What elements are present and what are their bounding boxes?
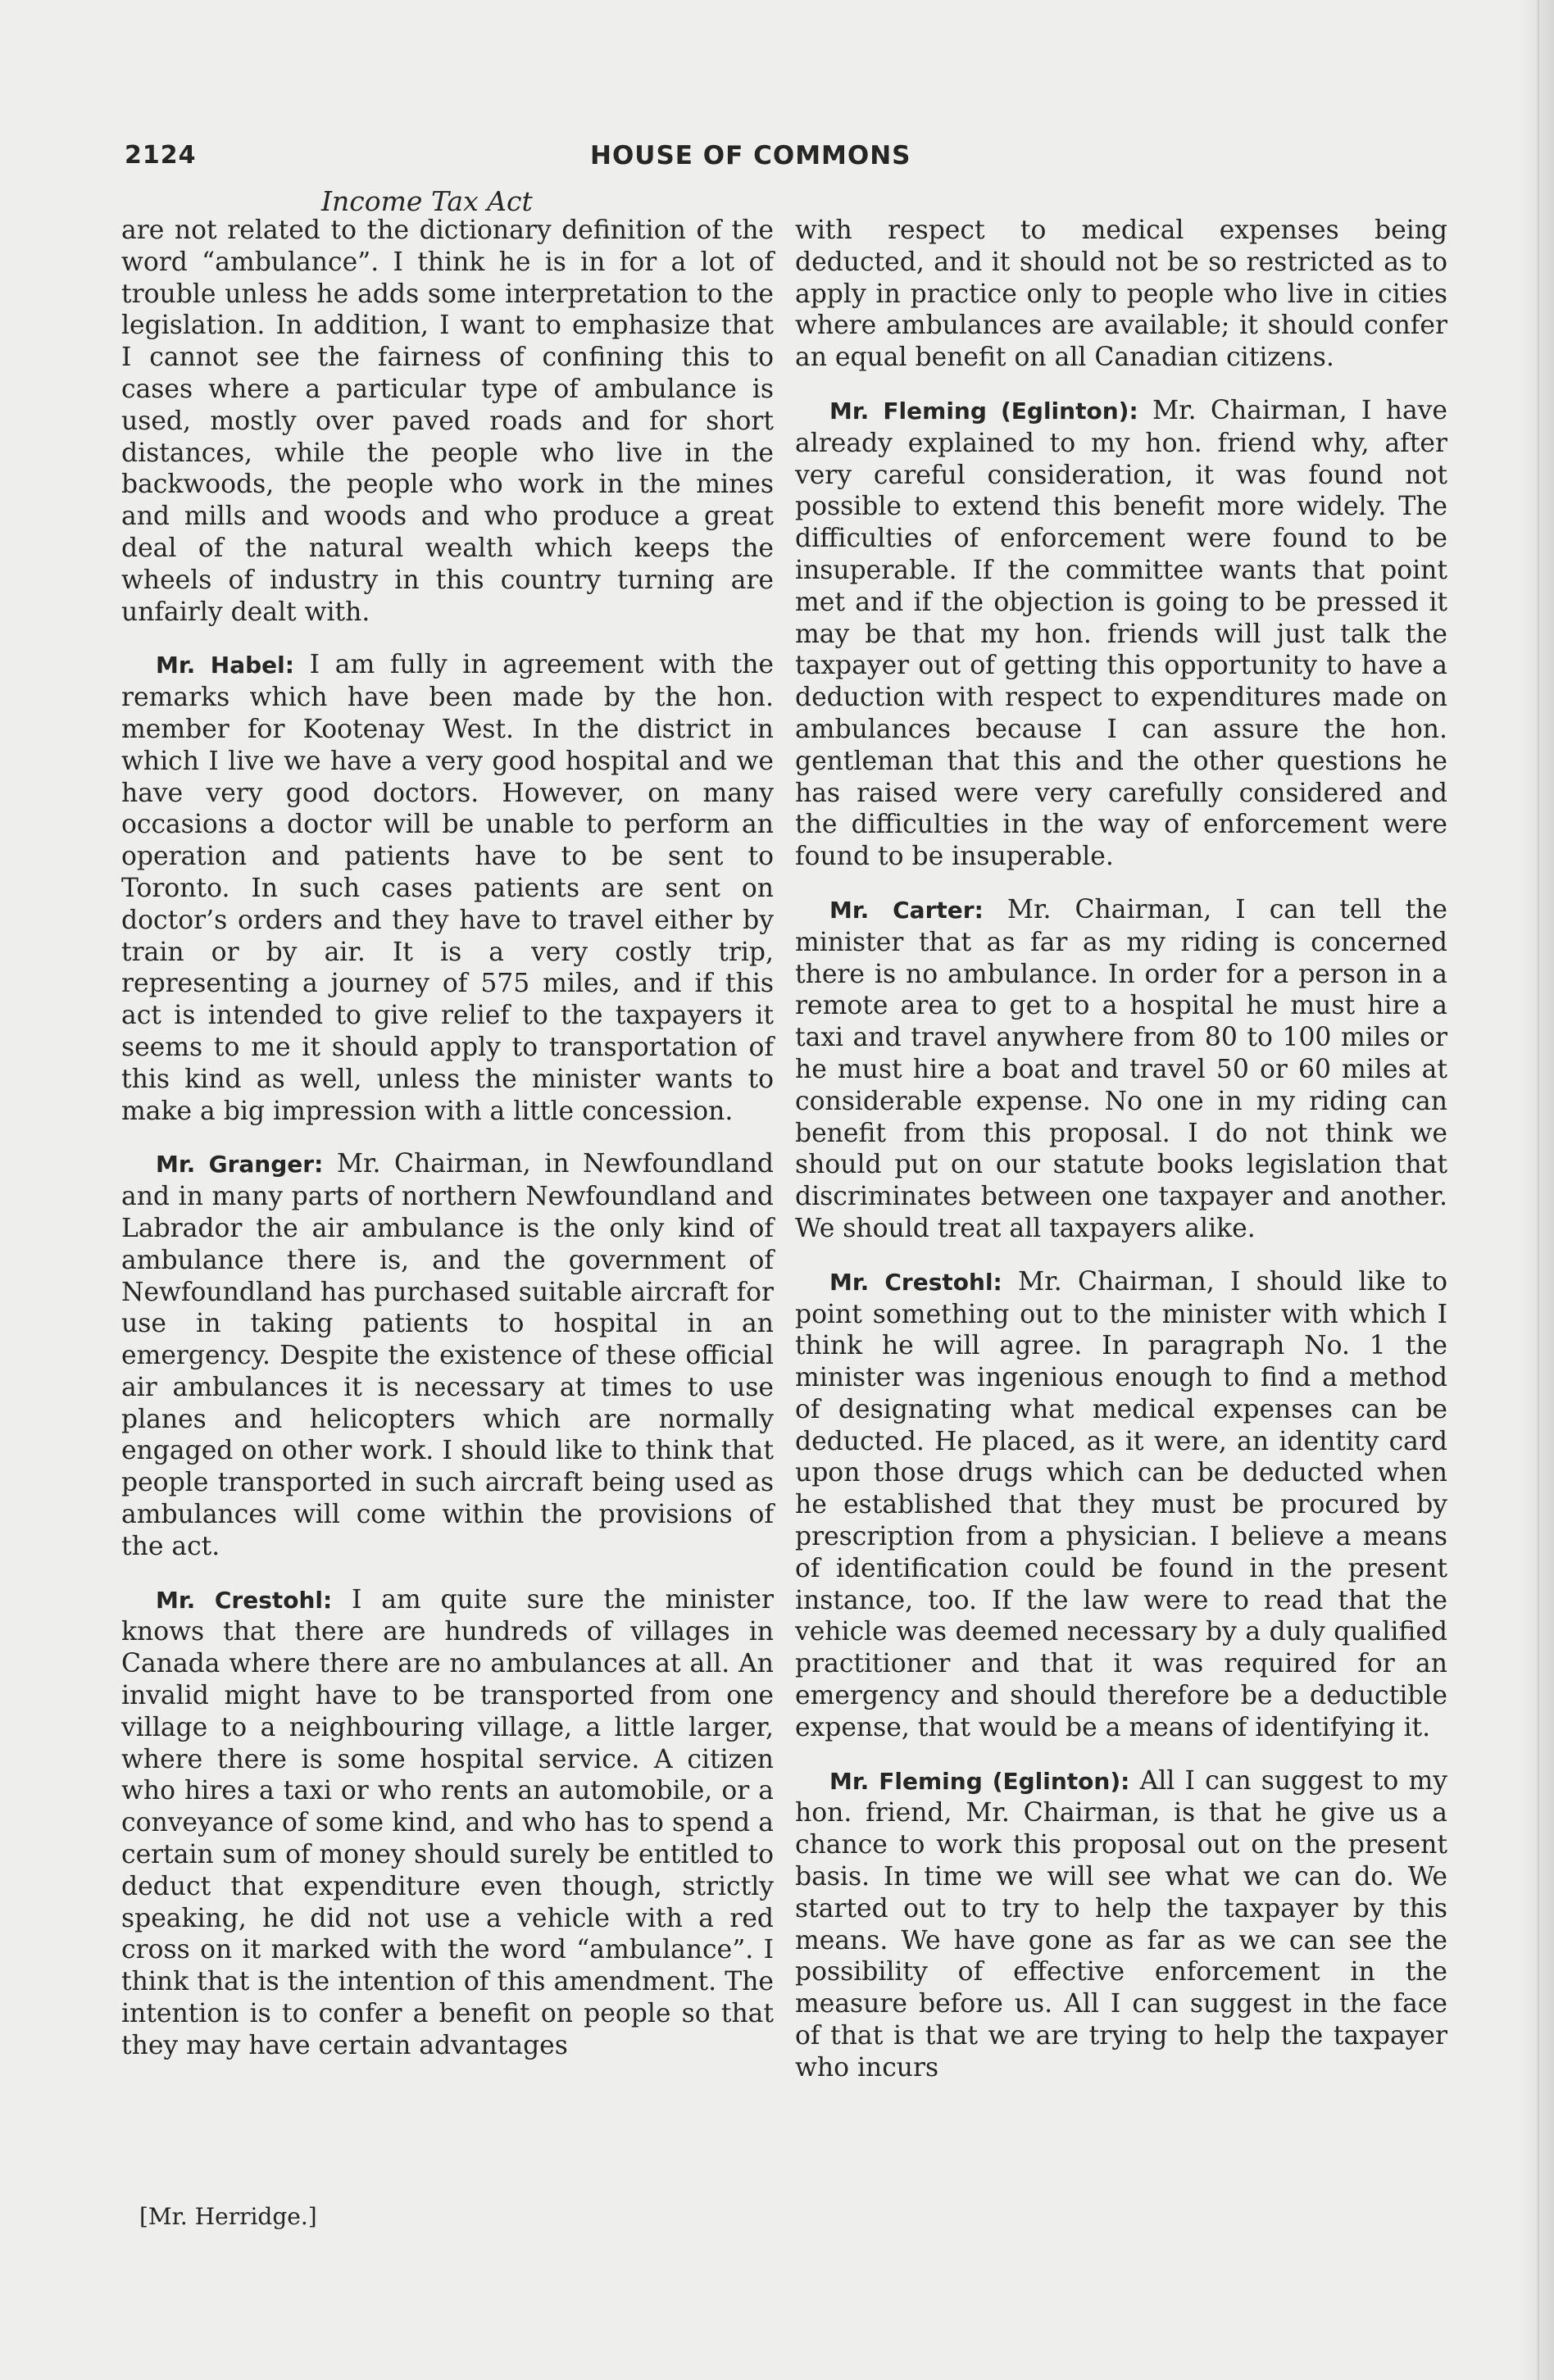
- speech-text: Mr. Chairman, in Newfoundland and in many parts of northern Newfoundland and Labrador the air ambulance is the only kind of ambulance there is, and the government of Newfoundland has purchased suitable aircraft for use in taking patients to hospital in an emergency. Despite the existence of these official air ambulances it is necessary at times to use planes and helicopters which are normally engaged on other work. I should like to think that people transported in such aircraft being used as ambulances will come within the provisions of the act.: [121, 1149, 775, 1561]
- speech-paragraph: [795, 395, 1447, 873]
- speaker-name: Mr. Crestohl:: [829, 1268, 1002, 1296]
- speaker-name: Mr. Fleming (Eglinton):: [829, 397, 1138, 425]
- continued-paragraph: with respect to medical expenses being deducted, and it should not be so restricted as to apply in practice only to people who live in cities where ambulances are available; it should confer an equal benefit on all Canadian citizens.: [795, 216, 1447, 373]
- right-column: [795, 215, 1447, 2084]
- speech-text: I am fully in agreement with the remarks which have been made by the hon. member for Kootenay West. In the district in which I live we have a very good hospital and we have very good doctors. However, on many occasions a doctor will be unable to perform an operation and patients have to be sent to Toronto. In such cases patients are sent on doctor’s orders and they have to travel either by train or by air. It is a very costly trip, representing a journey of 575 miles, and if this act is intended to give relief to the taxpayers it seems to me it should apply to transportation of this kind as well, unless the minister wants to make a big impression with a little concession.: [121, 650, 774, 1126]
- speech-paragraph: [795, 1266, 1447, 1744]
- speech-paragraph: [795, 1765, 1447, 2084]
- speech-paragraph: [795, 894, 1447, 1245]
- page-edge-line: [1538, 0, 1539, 2380]
- speech-text: Mr. Chairman, I should like to point something out to the minister with which I think he will agree. In paragraph No. 1 the minister was ingenious enough to find a method of designating what medical expenses can be deducted. He placed, as it were, an identity card upon those drugs which can be deducted when he established that they must be procured by prescription from a physician. I believe a means of identification could be found in the present instance, too. If the law were to read that the vehicle was deemed necessary by a duly qualified practitioner and that it was required for an emergency and should therefore be a deductible expense, that would be a means of identifying it.: [795, 1266, 1448, 1742]
- speaker-name: Mr. Fleming (Eglinton):: [829, 1767, 1130, 1795]
- subject-heading: Income Tax Act: [321, 185, 533, 217]
- page-number: 2124: [125, 141, 197, 170]
- speaker-name: Mr. Granger:: [156, 1151, 324, 1179]
- speech-text: Mr. Chairman, I have already explained to my hon. friend why, after very careful consideration, it was found not possible to extend this benefit more widely. The difficulties of enforcement were found to be insuperable. If the committee wants that point met and if the objection is going to be pressed it may be that my hon. friends will just talk the taxpayer out of getting this opportunity to have a deduction with respect to expenditures made on ambulances because I can assure the hon. gentleman that this and the other questions he has raised were very carefully considered and the difficulties in the way of enforcement were found to be insuperable.: [795, 395, 1447, 872]
- speech-text: I am quite sure the minister knows that there are hundreds of villages in Canada where there are no ambulances at all. An invalid might have to be transported from one village to a neighbouring village, a little larger, where there is some hospital service. A citizen who hires a taxi or who rents an automobile, or a conveyance of some kind, and who has to spend a certain sum of money should surely be entitled to deduct that expenditure even though, strictly speaking, he did not use a vehicle with a red cross on it marked with the word “ambulance”. I think that is the intention of this amendment. The intention is to confer a benefit on people so that they may have certain advantages: [121, 1584, 774, 2060]
- speech-text: All I can suggest to my hon. friend, Mr. Chairman, is that he give us a chance to work this proposal out on the present basis. In time we will see what we can do. We started out to try to help the taxpayer by this means. We have gone as far as we can see the possibility of effective enforcement in the measure before us. All I can suggest in the face of that is that we are trying to help the taxpayer who incurs: [795, 1765, 1448, 2082]
- speaker-name: Mr. Carter:: [829, 896, 984, 924]
- speech-paragraph: [121, 1148, 774, 1562]
- footer-attribution: [Mr. Herridge.]: [139, 2203, 317, 2230]
- speaker-name: Mr. Crestohl:: [156, 1586, 333, 1614]
- running-head: HOUSE OF COMMONS: [590, 141, 911, 170]
- speech-paragraph: [121, 1584, 774, 2062]
- speech-paragraph: [121, 649, 774, 1127]
- left-column: [121, 215, 774, 2062]
- continued-paragraph: are not related to the dictionary definition of the word “ambulance”. I think he is in for a lot of trouble unless he adds some interpretation to the legislation. In addition, I want to emphasize that I cannot see the fairness of confining this to cases where a particular type of ambulance is used, mostly over paved roads and for short distances, while the people who live in the backwoods, the people who work in the mines and mills and woods and who produce a great deal of the natural wealth which keeps the wheels of industry in this country turning are unfairly dealt with.: [121, 216, 774, 627]
- speaker-name: Mr. Habel:: [156, 652, 294, 679]
- speech-text: Mr. Chairman, I can tell the minister that as far as my riding is concerned there is no ambulance. In order for a person in a remote area to get to a hospital he must hire a taxi and travel anywhere from 80 to 100 miles or he must hire a boat and travel 50 or 60 miles at considerable expense. No one in my riding can benefit from this proposal. I do not think we should put on our statute books legislation that discriminates between one taxpayer and another. We should treat all taxpayers alike.: [795, 894, 1447, 1243]
